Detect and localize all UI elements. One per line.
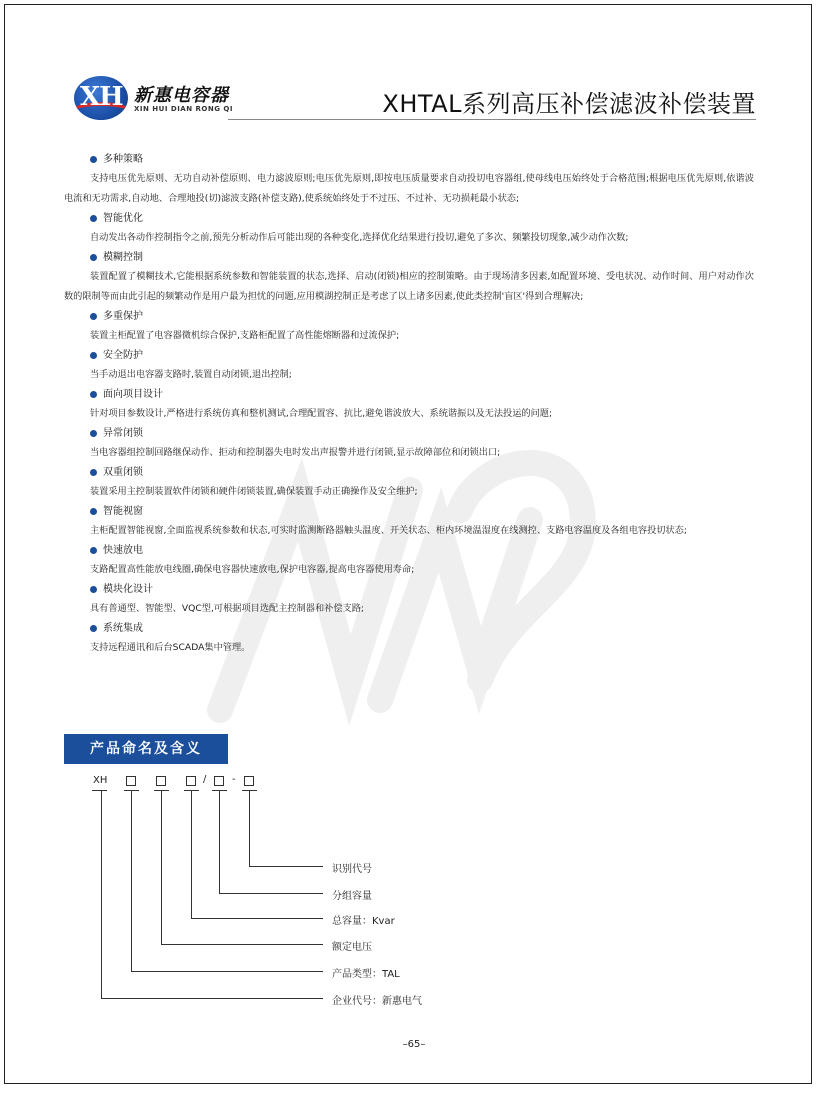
feature-item: [64, 150, 754, 209]
connector-line: [249, 790, 250, 866]
section-title-bar: 产品命名及含义: [64, 734, 228, 764]
bullet-icon: [90, 156, 97, 163]
feature-text: 装置采用主控制装置软件闭锁和硬件闭锁装置,确保装置手动正确操作及安全维护;: [90, 486, 418, 497]
feature-heading: 安全防护: [64, 346, 754, 365]
code-box-group-capacity: [214, 776, 224, 786]
feature-text: 支路配置高性能放电线圈,确保电容器快速放电,保护电容器,提高电容器使用寿命;: [90, 564, 415, 575]
connector-line: [219, 893, 323, 894]
company-logo: [74, 76, 254, 120]
feature-item: [64, 580, 754, 619]
feature-heading: 双重闭锁: [64, 463, 754, 482]
label-group-capacity: 分组容量: [332, 891, 372, 902]
feature-text: 当电容器组控制回路继保动作、拒动和控制器失电时发出声报警并进行闭锁,显示故障部位和闭锁出口;: [90, 447, 501, 458]
bullet-icon: [90, 215, 97, 222]
features-list: [64, 150, 754, 658]
connector-line: [131, 971, 323, 972]
connector-line: [131, 790, 132, 971]
bullet-icon: [90, 352, 97, 359]
logo-english-name: XIN HUI DIAN RONG QI: [134, 105, 233, 113]
bullet-icon: [90, 508, 97, 515]
label-rated-voltage: 额定电压: [332, 942, 372, 953]
code-box-rated-voltage: [156, 776, 166, 786]
feature-item: [64, 463, 754, 502]
feature-heading: 多种策略: [64, 150, 754, 169]
label-product-type: 产品类型：TAL: [332, 969, 400, 980]
label-company-code: 企业代号：新惠电气: [332, 996, 422, 1007]
bullet-icon: [90, 586, 97, 593]
page-title: XHTAL系列高压补偿滤波补偿装置: [382, 90, 756, 118]
label-total-capacity: 总容量：Kvar: [332, 916, 395, 927]
feature-heading: 智能优化: [64, 209, 754, 228]
connector-line: [249, 866, 323, 867]
code-box-product-type: [126, 776, 136, 786]
feature-text: 主柜配置智能视窗,全面监视系统参数和状态,可实时监测断路器触头温度、开关状态、柜内环境温湿度在线测控、支路电容温度及各组电容投切状态;: [90, 525, 687, 536]
feature-item: [64, 424, 754, 463]
feature-heading: 智能视窗: [64, 502, 754, 521]
feature-heading: 模块化设计: [64, 580, 754, 599]
feature-item: [64, 502, 754, 541]
logo-emblem: [74, 76, 128, 120]
prefix-underline: [92, 790, 107, 791]
connector-line: [161, 790, 162, 944]
connector-line: [219, 790, 220, 893]
connector-line: [161, 944, 323, 945]
connector-line: [101, 790, 102, 998]
feature-text: 支持电压优先原则、无功自动补偿原则、电力滤波原则;电压优先原则,即按电压质量要求自动投切电容器组,使母线电压始终处于合格范围;根据电压优先原则,依谐波电流和无功需求,自动地、合理地投(切)滤波支路(补偿支路),使系统始终处于不过压、不过补、无功损耗最小状态;: [64, 173, 754, 204]
bullet-icon: [90, 430, 97, 437]
logo-chinese-name: 新惠电容器: [134, 85, 229, 106]
dash-separator: -: [232, 774, 236, 785]
feature-item: [64, 619, 754, 658]
feature-item: [64, 209, 754, 248]
feature-heading: 异常闭锁: [64, 424, 754, 443]
feature-text: 自动发出各动作控制指令之前,预先分析动作后可能出现的各种变化,选择优化结果进行投切,避免了多次、频繁投切现象,减少动作次数;: [90, 232, 629, 243]
connector-line: [101, 998, 323, 999]
code-box-total-capacity: [186, 776, 196, 786]
bullet-icon: [90, 469, 97, 476]
feature-item: [64, 346, 754, 385]
connector-line: [191, 790, 192, 918]
title-divider: [228, 119, 756, 120]
bullet-icon: [90, 625, 97, 632]
feature-item: [64, 307, 754, 346]
feature-heading: 模糊控制: [64, 248, 754, 267]
feature-heading: 快速放电: [64, 541, 754, 560]
feature-text: 支持远程通讯和后台SCADA集中管理。: [90, 642, 251, 653]
bullet-icon: [90, 313, 97, 320]
bullet-icon: [90, 254, 97, 261]
feature-text: 当手动退出电容器支路时,装置自动闭锁,退出控制;: [90, 369, 292, 380]
logo-letters: XH: [80, 82, 123, 112]
feature-item: [64, 541, 754, 580]
connector-line: [191, 918, 323, 919]
feature-text: 针对项目参数设计,严格进行系统仿真和整机测试,合理配置容、抗比,避免谐波放大、系统谐振以及无法投运的问题;: [90, 408, 553, 419]
slash-separator: /: [203, 774, 207, 785]
code-box-identifier: [244, 776, 254, 786]
bullet-icon: [90, 547, 97, 554]
feature-heading: 面向项目设计: [64, 385, 754, 404]
feature-text: 装置配置了模糊技术,它能根据系统参数和智能装置的状态,选择、启动(闭锁)相应的控制策略。由于现场清多因素,如配置环境、受电状况、动作时间、用户对动作次数的限制等而由此引起的频繁动作是用户最为担忧的问题,应用模湖控制正是考虑了以上诸多因素,使此类控制'盲区'得到合理解决;: [64, 271, 754, 302]
feature-text: 具有普通型、智能型、VQC型,可根据项目选配主控制器和补偿支路;: [90, 603, 365, 614]
code-prefix: XH: [93, 775, 108, 786]
label-identifier: 识别代号: [332, 864, 372, 875]
feature-heading: 多重保护: [64, 307, 754, 326]
bullet-icon: [90, 391, 97, 398]
feature-item: [64, 248, 754, 307]
feature-text: 装置主柜配置了电容器微机综合保护,支路柜配置了高性能熔断器和过流保护;: [90, 330, 400, 341]
page-number: –65–: [402, 1039, 426, 1050]
feature-heading: 系统集成: [64, 619, 754, 638]
feature-item: [64, 385, 754, 424]
